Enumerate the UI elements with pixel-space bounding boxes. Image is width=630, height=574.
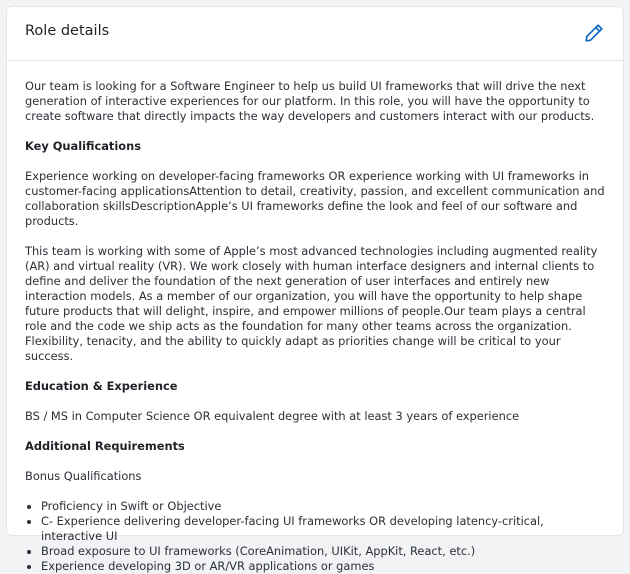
list-item: • C- Experience delivering developer-facing UI frameworks OR developing latency-critical, interactive UI — [41, 514, 605, 544]
card-body — [7, 61, 623, 574]
team-paragraph: This team is working with some of Apple’s most advanced technologies including augmented reality (AR) and virtual reality (VR). We work closely with human interface designers and internal clients to define and deliver the foundation of the next generation of user interfaces and entirely new interaction models. As a member of our organization, you will have the opportunity to help shape future products that will delight, inspire, and empower millions of people.Our team plays a central role and the code we ship acts as the foundation for many other teams across the organization. Flexibility, tenacity, and the ability to quickly adapt as priorities change will be critical to your success. — [25, 244, 598, 363]
pencil-icon — [583, 32, 605, 47]
intro-paragraph: Our team is looking for a Software Engineer to help us build UI frameworks that will drive the next generation of interactive experiences for our platform. In this role, you will have the opportunity to create software that directly impacts the way developers and customers interact with our products. — [25, 79, 595, 123]
key-qualifications-heading: Key Qualifications — [25, 139, 141, 153]
list-item: • Experience developing 3D or AR/VR applications or games — [41, 559, 605, 574]
list-item: • Broad exposure to UI frameworks (CoreAnimation, UIKit, AppKit, React, etc.) — [41, 544, 605, 559]
role-details-card — [6, 6, 624, 573]
key-qualifications-paragraph: Experience working on developer-facing frameworks OR experience working with UI frameworks in customer-facing applicationsAttention to detail, creativity, passion, and excellent communication and collaboration skillsDescriptionApple’s UI frameworks define the look and feel of our software and products. — [25, 169, 605, 228]
list-item: • Proficiency in Swift or Objective — [41, 499, 605, 514]
additional-requirements-heading: Additional Requirements — [25, 439, 185, 453]
education-heading: Education & Experience — [25, 379, 178, 393]
card-title: Role details — [25, 23, 110, 39]
edit-button[interactable] — [583, 22, 605, 44]
education-paragraph: BS / MS in Computer Science OR equivalent degree with at least 3 years of experience — [25, 409, 520, 423]
card-header — [7, 7, 623, 61]
bonus-qualifications-label: Bonus Qualifications — [25, 469, 142, 483]
bonus-qualifications-list — [25, 499, 605, 574]
